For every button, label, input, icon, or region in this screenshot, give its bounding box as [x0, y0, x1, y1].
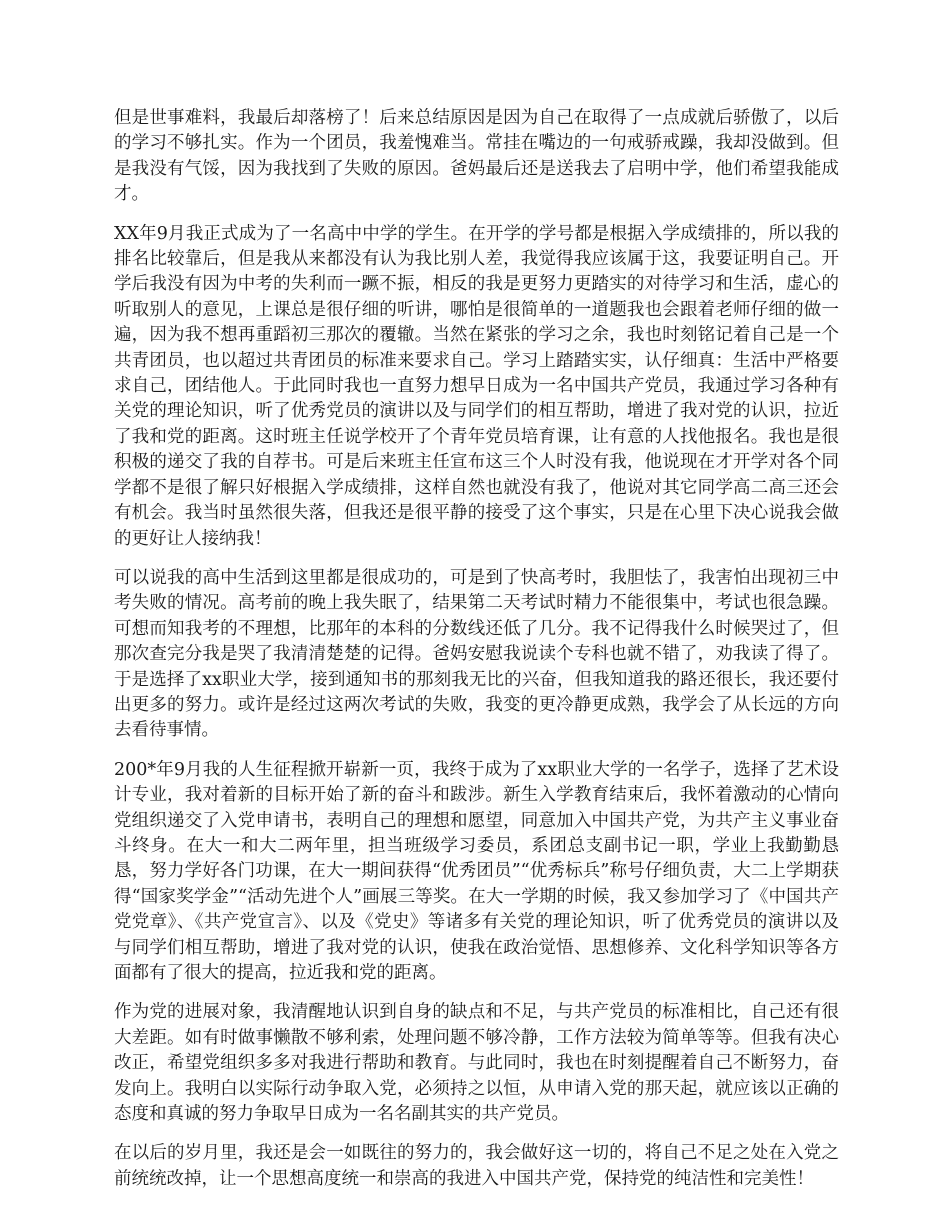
paragraph-3: 可以说我的高中生活到这里都是很成功的，可是到了快高考时，我胆怯了，我害怕出现初三中考失败的情况。高考前的晚上我失眠了，结果第二天考试时精力不能很集中，考试也很急躁。可想而知我考的不理想，比那年的本科的分数线还低了几分。我不记得我什么时候哭过了，但那次查完分我是哭了我清清楚楚的记得。爸妈安慰我说读个专科也就不错了，劝我读了得了。于是选择了xx职业大学，接到通知书的那刻我无比的兴奋，但我知道我的路还很长，我还要付出更多的努力。或许是经过这两次考试的失败，我变的更冷静更成熟，我学会了从长远的方向去看待事情。: [114, 567, 839, 741]
paragraph-1: 但是世事难料，我最后却落榜了！后来总结原因是因为自己在取得了一点成就后骄傲了，以后的学习不够扎实。作为一个团员，我羞愧难当。常挂在嘴边的一句戒骄戒躁，我却没做到。但是我没有气馁，因为我找到了失败的原因。爸妈最后还是送我去了启明中学，他们希望我能成才。: [114, 108, 839, 205]
paragraph-6: 在以后的岁月里，我还是会一如既往的努力的，我会做好这一切的，将自己不足之处在入党之前统统改掉，让一个思想高度统一和崇高的我进入中国共产党，保持党的纯洁性和完美性！: [114, 1143, 839, 1189]
paragraph-4: 200*年9月我的人生征程掀开崭新一页，我终于成为了xx职业大学的一名学子，选择了艺术设计专业，我对着新的目标开始了新的奋斗和跋涉。新生入学教育结束后，我怀着激动的心情向党组织递交了入党申请书，表明自己的理想和愿望，同意加入中国共产党，为共产主义事业奋斗终身。在大一和大二两年里，担当班级学习委员，系团总支副书记一职，学业上我勤勤恳恳，努力学好各门功课，在大一期间获得“优秀团员”“优秀标兵”称号仔细负责，大二上学期获得“国家奖学金”“活动先进个人”画展三等奖。在大一学期的时候，我又参加学习了《中国共产党党章》、《共产党宣言》、以及《党史》等诸多有关党的理论知识，听了优秀党员的演讲以及与同学们相互帮助，增进了我对党的认识，使我在政治觉悟、思想修养、文化科学知识等各方面都有了很大的提高，拉近我和党的距离。: [114, 759, 839, 983]
paragraph-2: XX年9月我正式成为了一名高中中学的学生。在开学的学号都是根据入学成绩排的，所以我的排名比较靠后，但是我从来都没有认为我比别人差，我觉得我应该属于这，我要证明自己。开学后我没有因为中考的失利而一蹶不振，相反的我是更努力更踏实的对待学习和生活，虚心的听取别人的意见，上课总是很仔细的听讲，哪怕是很简单的一道题我也会跟着老师仔细的做一遍，因为我不想再重蹈初三那次的覆辙。当然在紧张的学习之余，我也时刻铭记着自己是一个共青团员，也以超过共青团员的标准来要求自己。学习上踏踏实实，认仔细真：生活中严格要求自己，团结他人。于此同时我也一直努力想早日成为一名中国共产党员，我通过学习各种有关党的理论知识，听了优秀党员的演讲以及与同学们的相互帮助，增进了我对党的认识，拉近了我和党的距离。这时班主任说学校开了个青年党员培育课，让有意的人找他报名。我也是很积极的递交了我的自荐书。可是后来班主任宣布这三个人时没有我，他说现在才开学对各个同学都不是很了解只好根据入学成绩排，这样自然也就没有我了，他说对其它同学高二高三还会有机会。我当时虽然很失落，但我还是很平静的接受了这个事实，只是在心里下决心说我会做的更好让人接纳我！: [114, 223, 839, 549]
paragraph-5: 作为党的进展对象，我清醒地认识到自身的缺点和不足，与共产党员的标准相比，自己还有很大差距。如有时做事懒散不够利索，处理问题不够冷静，工作方法较为简单等等。但我有决心改正，希望党组织多多对我进行帮助和教育。与此同时，我也在时刻提醒着自己不断努力，奋发向上。我明白以实际行动争取入党，必须持之以恒，从申请入党的那天起，就应该以正确的态度和真诚的努力争取早日成为一名名副其实的共产党员。: [114, 1002, 839, 1125]
document-body: [114, 106, 839, 1206]
